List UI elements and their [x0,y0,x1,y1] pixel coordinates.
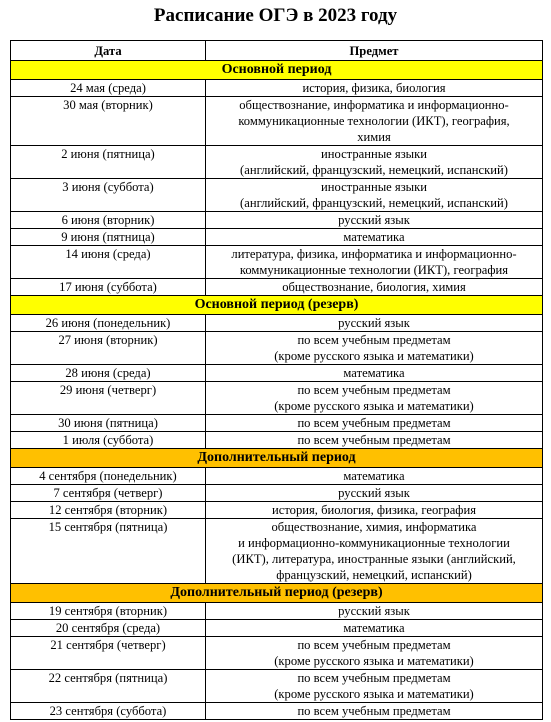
subject-line: математика [343,621,405,635]
subject-line: по всем учебным предметам [297,433,451,447]
subject-line: коммуникационные технологии (ИКТ), география [239,263,509,277]
table-row [11,603,543,620]
exam-date: 30 мая (вторник) [11,97,206,146]
exam-date: 26 июня (понедельник) [11,315,206,332]
subject-line: математика [343,469,405,483]
exam-date: 4 сентября (понедельник) [11,468,206,485]
exam-subject [206,502,543,519]
exam-subject [206,97,543,146]
subject-line: по всем учебным предметам [297,383,451,397]
subject-line: французский, немецкий, испанский) [276,568,472,582]
exam-date: 23 сентября (суббота) [11,703,206,720]
table-row [11,179,543,212]
table-row [11,468,543,485]
exam-subject [206,670,543,703]
section-title: Основной период (резерв) [11,296,543,315]
subject-line: русский язык [338,316,410,330]
section-title: Дополнительный период [11,449,543,468]
subject-line: (кроме русского языка и математики) [274,349,474,363]
subject-line: история, биология, физика, география [271,503,476,517]
exam-date: 29 июня (четверг) [11,382,206,415]
exam-date: 15 сентября (пятница) [11,519,206,584]
section-header-row [11,61,543,80]
exam-date: 28 июня (среда) [11,365,206,382]
exam-subject [206,637,543,670]
exam-date: 2 июня (пятница) [11,146,206,179]
exam-date: 22 сентября (пятница) [11,670,206,703]
schedule-table [10,40,543,720]
table-row [11,485,543,502]
table-row [11,519,543,584]
subject-line: (кроме русского языка и математики) [274,687,474,701]
table-row [11,146,543,179]
subject-line: русский язык [338,486,410,500]
table-row [11,246,543,279]
exam-date: 9 июня (пятница) [11,229,206,246]
subject-line: (английский, французский, немецкий, испанский) [240,163,508,177]
exam-subject [206,519,543,584]
subject-line: русский язык [338,604,410,618]
exam-subject [206,620,543,637]
subject-line: история, физика, биология [302,81,446,95]
exam-subject [206,603,543,620]
table-row [11,229,543,246]
header-date: Дата [11,41,206,61]
subject-line: по всем учебным предметам [297,704,451,718]
exam-subject [206,212,543,229]
subject-line: обществознание, информатика и информационно- [239,98,509,112]
section-header-row [11,584,543,603]
exam-subject [206,365,543,382]
schedule-body [11,61,543,720]
section-header-row [11,296,543,315]
subject-line: по всем учебным предметам [297,416,451,430]
subject-line: математика [343,230,405,244]
page-title: Расписание ОГЭ в 2023 году [153,5,398,26]
subject-line: иностранные языки [321,147,427,161]
subject-line: (ИКТ), литература, иностранные языки (английский, [232,552,516,566]
exam-subject [206,80,543,97]
table-row [11,432,543,449]
subject-line: химия [357,130,391,144]
subject-line: (кроме русского языка и математики) [274,399,474,413]
exam-subject [206,315,543,332]
table-row [11,382,543,415]
subject-line: обществознание, биология, химия [282,280,466,294]
table-row [11,415,543,432]
exam-subject [206,246,543,279]
subject-line: русский язык [338,213,410,227]
exam-date: 30 июня (пятница) [11,415,206,432]
exam-date: 7 сентября (четверг) [11,485,206,502]
table-row [11,502,543,519]
exam-subject [206,703,543,720]
exam-subject [206,432,543,449]
header-row [11,41,543,61]
table-row [11,620,543,637]
exam-subject [206,146,543,179]
exam-subject [206,332,543,365]
exam-date: 19 сентября (вторник) [11,603,206,620]
exam-subject [206,415,543,432]
subject-line: по всем учебным предметам [297,333,451,347]
table-row [11,80,543,97]
exam-subject [206,468,543,485]
exam-date: 20 сентября (среда) [11,620,206,637]
table-row [11,670,543,703]
exam-date: 12 сентября (вторник) [11,502,206,519]
subject-line: математика [343,366,405,380]
exam-date: 1 июля (суббота) [11,432,206,449]
exam-date: 3 июня (суббота) [11,179,206,212]
exam-subject [206,179,543,212]
exam-date: 24 мая (среда) [11,80,206,97]
subject-line: (кроме русского языка и математики) [274,654,474,668]
subject-line: литература, физика, информатика и информационно- [231,247,517,261]
table-row [11,703,543,720]
section-title: Основной период [11,61,543,80]
table-row [11,365,543,382]
table-row [11,315,543,332]
header-subject: Предмет [206,41,543,61]
exam-date: 21 сентября (четверг) [11,637,206,670]
exam-subject [206,382,543,415]
table-row [11,332,543,365]
exam-date: 14 июня (среда) [11,246,206,279]
exam-subject [206,279,543,296]
subject-line: (английский, французский, немецкий, испанский) [240,196,508,210]
exam-date: 6 июня (вторник) [11,212,206,229]
subject-line: иностранные языки [321,180,427,194]
subject-line: коммуникационные технологии (ИКТ), география, [238,114,510,128]
subject-line: и информационно-коммуникационные технологии [238,536,510,550]
subject-line: по всем учебным предметам [297,638,451,652]
table-row [11,212,543,229]
exam-date: 17 июня (суббота) [11,279,206,296]
exam-subject [206,485,543,502]
table-row [11,637,543,670]
section-header-row [11,449,543,468]
section-title: Дополнительный период (резерв) [11,584,543,603]
table-row [11,97,543,146]
exam-subject [206,229,543,246]
subject-line: по всем учебным предметам [297,671,451,685]
table-row [11,279,543,296]
subject-line: обществознание, химия, информатика [271,520,477,534]
exam-date: 27 июня (вторник) [11,332,206,365]
